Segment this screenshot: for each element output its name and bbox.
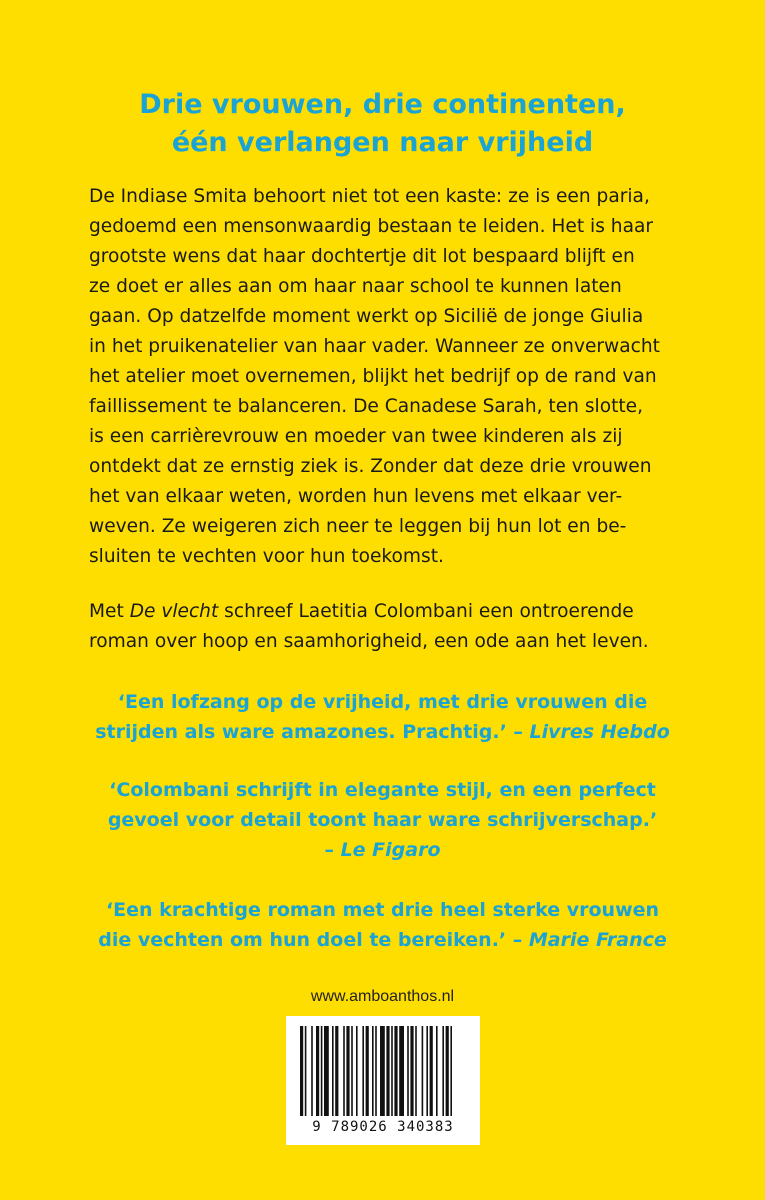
barcode-bar [415, 1026, 417, 1116]
barcode-bar [366, 1026, 369, 1116]
barcode-bar [386, 1026, 389, 1116]
headline-line-1: Drie vrouwen, drie continenten, [139, 89, 626, 120]
quote-line: ‘Een krachtige roman met drie heel sterke vrouwen [105, 899, 660, 921]
quote-line: gevoel voor detail toont haar ware schrijverschap.’ [107, 809, 658, 831]
quote-line: ‘Colombani schrijft in elegante stijl, en een perfect [109, 779, 656, 801]
barcode-bar [324, 1026, 329, 1116]
blurb-line [89, 597, 689, 627]
barcode-bar [321, 1026, 323, 1116]
isbn-barcode [286, 1016, 480, 1145]
barcode-bar [399, 1026, 404, 1116]
barcode-bar [335, 1026, 338, 1116]
barcode-bar [407, 1026, 409, 1116]
quote-text: die vechten om hun doel te bereiken.’ [98, 929, 507, 951]
quote-line [60, 717, 705, 747]
barcode-bar [391, 1026, 393, 1116]
blurb-line: gaan. Op datzelfde moment werkt op Sicilië de jonge Giulia [89, 306, 644, 327]
barcode-bar [346, 1026, 349, 1116]
blurb-line: faillissement te balanceren. De Canadese Sarah, ten slotte, [89, 396, 644, 417]
barcode-bar [343, 1026, 345, 1116]
quote-source: Marie France [528, 929, 667, 951]
barcode-bar [305, 1026, 307, 1116]
barcode-bar [446, 1026, 449, 1116]
barcode-bar [356, 1026, 358, 1116]
quote-text: strijden als ware amazones. Prachtig.’ [95, 721, 507, 743]
quote-line: ‘Een lofzang op de vrijheid, met drie vrouwen die [117, 691, 648, 713]
quote-line [60, 925, 705, 955]
barcode-bar [380, 1026, 385, 1116]
barcode-bar [362, 1026, 364, 1116]
blurb-paragraph-2 [89, 597, 689, 657]
quote-dash: – [506, 721, 530, 743]
blurb-line: het atelier moet overnemen, blijkt het bedrijf op de rand van [89, 366, 657, 387]
blurb-line: De Indiase Smita behoort niet tot een kaste: ze is een paria, [89, 186, 650, 207]
blurb-paragraph-1 [89, 182, 689, 572]
barcode-bar [422, 1026, 424, 1116]
barcode-bar [450, 1026, 452, 1116]
barcode-bar [332, 1026, 334, 1116]
barcode-bar [430, 1026, 433, 1116]
quote-dash: – [506, 929, 529, 951]
blurb-line: ontdekt dat ze ernstig ziek is. Zonder dat deze drie vrouwen [89, 456, 652, 477]
quote-source: Le Figaro [340, 839, 441, 861]
barcode-bar [316, 1026, 319, 1116]
blurb-line: weven. Ze weigeren zich neer te leggen bij hun lot en be- [89, 516, 627, 537]
publisher-website: www.amboanthos.nl [310, 988, 455, 1005]
headline-line-2: één verlangen naar vrijheid [171, 127, 594, 158]
isbn-number: 9 789026 340383 [312, 1119, 454, 1135]
blurb-line: ze doet er alles aan om haar naar school te kunnen laten [89, 276, 622, 297]
cover-headline [60, 86, 705, 162]
review-quote [60, 895, 705, 955]
barcode-bar [311, 1026, 313, 1116]
barcode-bar [436, 1026, 438, 1116]
book-title: De vlecht [129, 601, 219, 622]
barcode-bar [300, 1026, 303, 1116]
review-quote [60, 687, 705, 747]
barcode-bar [442, 1026, 444, 1116]
blurb-line: het van elkaar weten, worden hun levens met elkaar ver- [89, 486, 623, 507]
blurb-text: Met [89, 601, 130, 622]
quote-line [60, 835, 705, 865]
blurb-line: is een carrièrevrouw en moeder van twee kinderen als zij [89, 426, 623, 447]
blurb-line: sluiten te vechten voor hun toekomst. [89, 546, 444, 567]
barcode-bar [375, 1026, 377, 1116]
quote-source: Livres Hebdo [529, 721, 670, 743]
barcode-bar [372, 1026, 374, 1116]
barcode-bar [426, 1026, 428, 1116]
quote-dash: – [324, 839, 341, 861]
blurb-line: gedoemd een mensonwaardig bestaan te leiden. Het is haar [89, 216, 654, 237]
review-quote [60, 775, 705, 865]
blurb-text: schreef Laetitia Colombani een ontroerende [218, 601, 634, 622]
blurb-line: grootste wens dat haar dochtertje dit lot bespaard blijft en [89, 246, 635, 267]
blurb-line: roman over hoop en saamhorigheid, een ode aan het leven. [89, 631, 649, 652]
blurb-line: in het pruikenatelier van haar vader. Wanneer ze onverwacht [89, 336, 660, 357]
barcode-bar [351, 1026, 353, 1116]
barcode-bar [410, 1026, 413, 1116]
barcode-bar [394, 1026, 397, 1116]
